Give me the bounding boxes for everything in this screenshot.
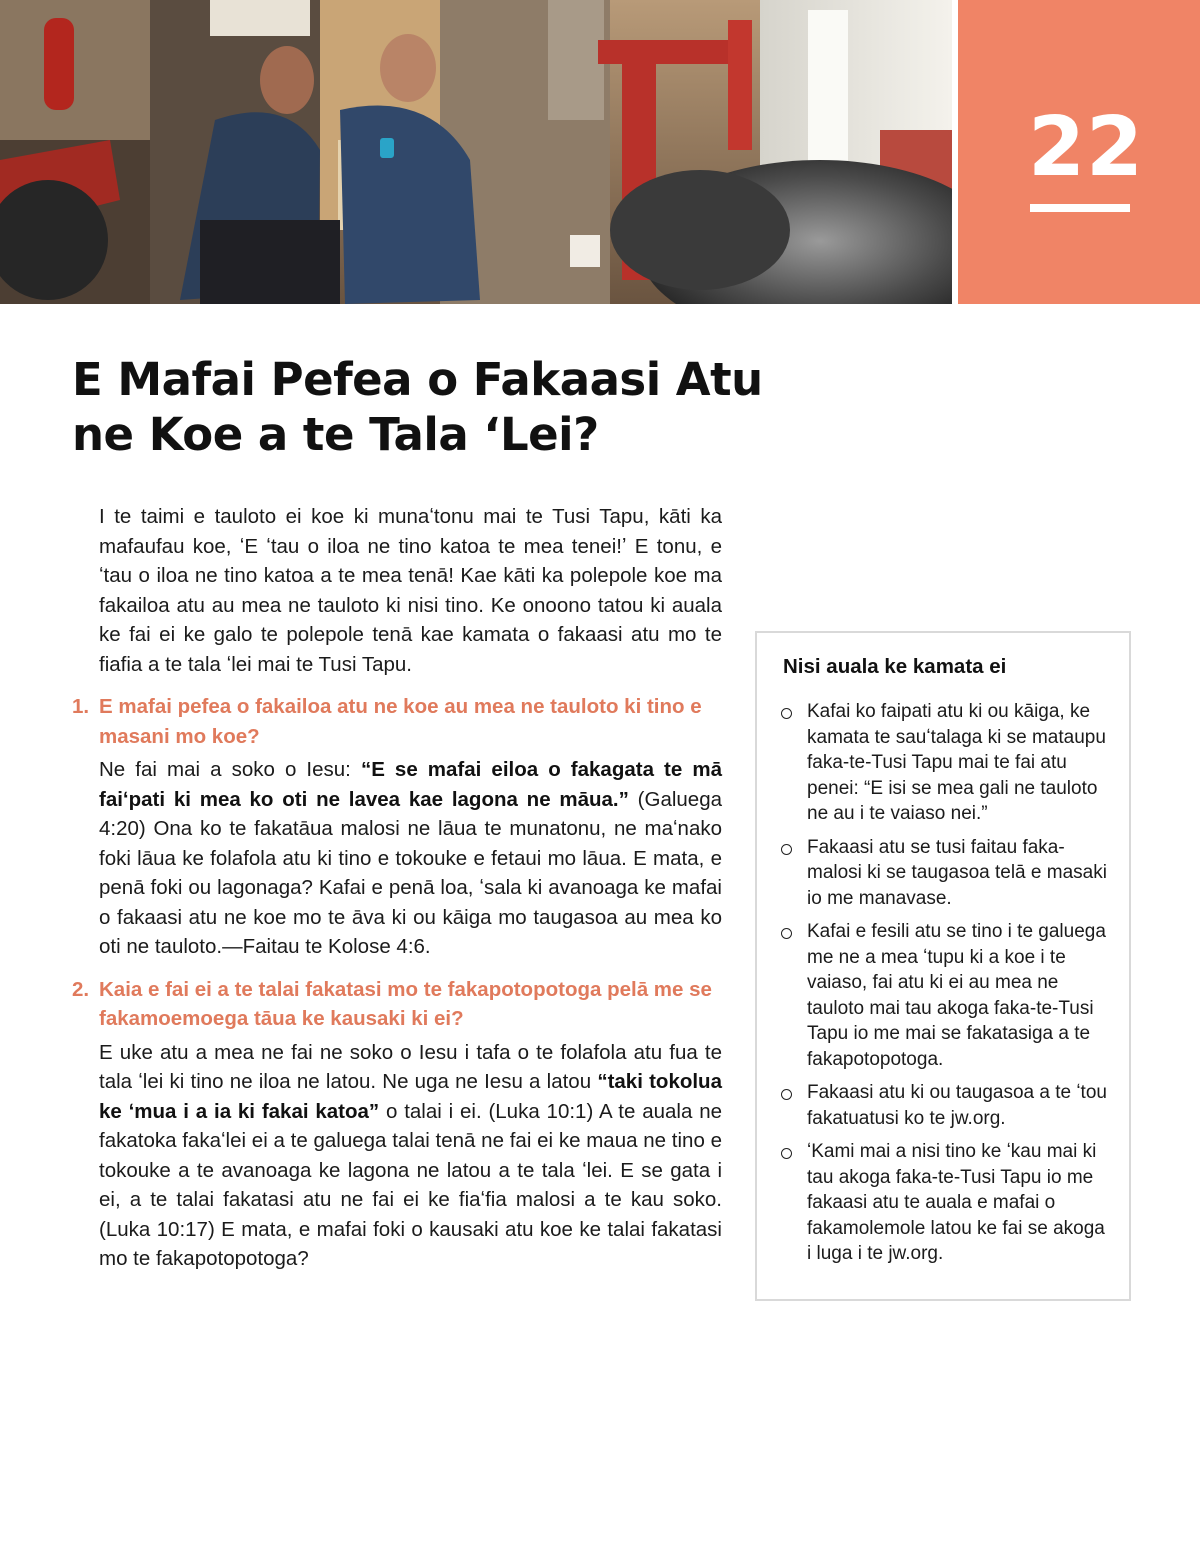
main-column — [72, 502, 722, 1274]
sidebar-item-text: Fakaasi atu ki ou taugasoa a te ʻtou fakatuatusi ko te jw.org. — [807, 1082, 1107, 1129]
question-1-text: E mafai pefea o fakailoa atu ne koe au mea ne tauloto ki tino e masani mo koe? — [99, 695, 702, 748]
question-1-number: 1. — [72, 695, 90, 718]
chapter-badge — [958, 0, 1200, 304]
circle-bullet-icon — [781, 835, 807, 912]
circle-bullet-icon — [781, 1080, 807, 1131]
question-2-text: Kaia e fai ei a te talai fakatasi mo te fakapotopotoga pelā me se fakamoemoega tāua ke kausaki ki ei? — [99, 977, 712, 1030]
sidebar-box — [755, 631, 1131, 1301]
sidebar-item — [781, 699, 1111, 827]
answer-2-quote: “taki tokolua ke ʻmua i a ia ki fakai katoa” — [99, 1070, 722, 1123]
question-2-number: 2. — [72, 977, 90, 1001]
answer-2-intro: E uke atu a mea ne fai ne soko o Iesu i tafa o te folafola atu fua te tala ʻlei ki tino ne iloa ne latou. Ne uga ne Iesu a latou — [99, 1040, 722, 1093]
sidebar-item-text: Fakaasi atu se tusi faitau fakamalosi ki se taugasoa telā e masaki io me manavase. — [807, 836, 1107, 909]
circle-bullet-icon — [781, 919, 807, 1072]
circle-bullet-icon — [781, 699, 807, 827]
garage-scene-illustration — [0, 0, 952, 304]
answer-1 — [72, 755, 722, 962]
sidebar-item — [781, 835, 1111, 912]
sidebar-heading: Nisi auala ke kamata ei — [783, 655, 1007, 678]
sidebar-item — [781, 1139, 1111, 1267]
answer-1-body: (Galuega 4:20) Ona ko te fakatāua malosi ne lāua te munatonu, ne maʻnako foki lāua ke folafola atu ki tino e tokouke e fetaui mo lāua. E mata, e penā foki ou lagonaga? Kafai e penā loa, ʻsala ki avanoaga ke mafai o fakaasi atu ne koe mo te āva ki ou kāiga mo taugasoa au mea ko oti ne tauloto.—Faitau te Kolose 4:6. — [99, 787, 723, 958]
answer-2 — [72, 1038, 722, 1274]
circle-bullet-icon — [781, 1139, 807, 1267]
chapter-underline — [1030, 204, 1130, 212]
page-title — [72, 352, 792, 462]
intro-paragraph: I te taimi e tauloto ei koe ki munaʻtonu mai te Tusi Tapu, kāti ka mafaufau koe, ʻE ʻtau o iloa ne tino katoa te mea tenei!ʼ E tonu, e ʻtau o iloa ne tino katoa a te mea tenā! Kae kāti ka polepole koe ma fakailoa atu au mea ne tauloto ki nisi tino. Ke onoono tatou ki auala ke fai ei ke galo te polepole tenā kae kamata o fakaasi atu mo te fiafia a te tala ʻlei mai te Tusi Tapu. — [99, 505, 722, 676]
header-photo — [0, 0, 952, 304]
answer-1-intro: Ne fai mai a soko o Iesu: — [99, 758, 361, 781]
sidebar-item — [781, 1080, 1111, 1131]
sidebar-item — [781, 919, 1111, 1072]
chapter-number: 22 — [1027, 100, 1145, 195]
title-line-1: E Mafai Pefea o Fakaasi Atu — [72, 353, 763, 406]
answer-1-quote: “E se mafai eiloa o fakagata te mā faiʻpati ki mea ko oti ne lavea kae lagona ne māua.” — [99, 758, 722, 811]
answer-2-body: o talai i ei. (Luka 10:1) A te auala ne fakatoka fakaʻlei ei a te galuega talai tenā ne fai ei ke maua ne tino e tokouke a te avanoaga ke lagona ne latou a te tala ʻlei. E se gata i ei, a te talai fakatasi atu ne fai ei ke fiaʻfia malosi a te kau soko. (Luka 10:17) E mata, e mafai foki o kausaki atu koe ke talai fakatasi mo te fakapotopotoga? — [99, 1099, 722, 1270]
question-1 — [72, 692, 722, 751]
sidebar-item-text: Kafai ko faipati atu ki ou kāiga, ke kamata te sauʻtalaga ki se mataupu faka-te-Tusi Tapu mai te fai atu penei: “E isi se mea gali ne tauloto ne au i te vaiaso nei.” — [807, 701, 1106, 824]
sidebar-item-text: Kafai e fesili atu se tino i te galuega me ne a mea ʻtupu ki a koe i te vaiaso, fai atu ki ei au mea ne tauloto mai tau akoga faka-te-Tusi Tapu io me mai se fakatasiga a te fakapotopotoga. — [807, 921, 1106, 1070]
sidebar-item-text: ʻKami mai a nisi tino ke ʻkau mai ki tau akoga faka-te-Tusi Tapu io me fakaasi atu te auala e mafai o fakamolemole latou ke fai se akoga i luga i te jw.org. — [807, 1141, 1105, 1264]
question-2 — [72, 975, 722, 1034]
title-line-2: ne Koe a te Tala ʻLei? — [72, 408, 599, 461]
sidebar-list — [781, 699, 1111, 1275]
